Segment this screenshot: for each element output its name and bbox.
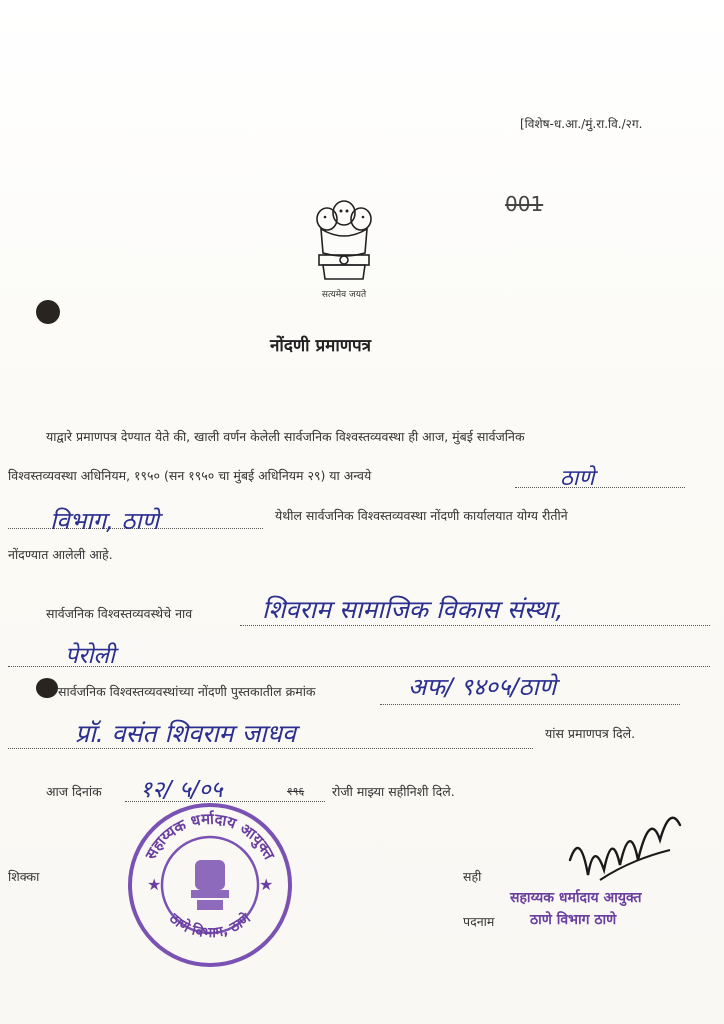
certificate-number-value: 001 xyxy=(505,192,544,216)
seal-bottom-text: ठाणे विभाग, ठाणे xyxy=(166,910,254,942)
punch-hole-middle xyxy=(36,678,58,698)
seal-top-text: सहाय्यक धर्मादाय आयुक्त xyxy=(141,809,279,863)
designation-stamp-office: ठाणे विभाग ठाणे xyxy=(530,912,617,928)
round-office-seal xyxy=(125,800,295,970)
seal-ring-icon xyxy=(125,800,295,970)
paragraph-line-4: नोंदण्यात आलेली आहे. xyxy=(8,547,113,562)
seal-label: शिक्का xyxy=(8,869,40,884)
paragraph-line-3: येथील सार्वजनिक विश्वस्तव्यवस्था नोंदणी कार्यालयात योग्य रीतीने xyxy=(275,508,568,523)
certificate-number xyxy=(505,192,543,216)
svg-text:★: ★ xyxy=(147,875,162,894)
lion-capital-icon xyxy=(305,193,383,285)
date-handwritten: १२/ ५/०५ xyxy=(140,777,223,803)
svg-text:★: ★ xyxy=(259,875,274,894)
signature xyxy=(560,800,690,900)
region-underline xyxy=(515,487,685,488)
division-handwritten: विभाग, ठाणे xyxy=(50,507,159,535)
region-handwritten: ठाणे xyxy=(560,466,595,491)
date-suffix: रोजी माझ्या सहीनिशी दिले. xyxy=(332,784,455,799)
registration-underline xyxy=(380,704,680,705)
designation-stamp-title: सहाय्यक धर्मादाय आयुक्त xyxy=(510,890,642,906)
page-title: नोंदणी प्रमाणपत्र xyxy=(270,336,372,356)
date-label: आज दिनांक xyxy=(46,784,102,799)
paragraph-line-1: याद्वारे प्रमाणपत्र देण्यात येते की, खाली वर्णन केलेली सार्वजनिक विश्वस्तव्यवस्था ही आज, मुंबई सार्वजनिक xyxy=(46,429,525,444)
trust-name-handwritten-2: पेरोली xyxy=(65,643,115,669)
paragraph-line-2: विश्वस्तव्यवस्था अधिनियम, १९५० (सन १९५० चा मुंबई अधिनियम २९) या अन्वये xyxy=(8,468,372,483)
emblem-motto: सत्यमेव जयते xyxy=(321,290,367,300)
punch-hole-top xyxy=(36,300,60,324)
signature-scribble-icon xyxy=(560,800,690,900)
trust-name-handwritten-1: शिवराम सामाजिक विकास संस्था, xyxy=(262,595,564,624)
national-emblem xyxy=(305,193,383,300)
signature-label: सही xyxy=(463,869,482,884)
date-struck-year: १९६ xyxy=(287,785,305,798)
recipient-suffix: यांस प्रमाणपत्र दिले. xyxy=(545,726,636,741)
recipient-handwritten: प्रॉ. वसंत शिवराम जाधव xyxy=(75,719,296,748)
designation-label: पदनाम xyxy=(463,914,495,929)
registration-handwritten: अफ/ ९४०५/ठाणे xyxy=(408,673,557,701)
form-reference: [विशेष-ध.आ./मुं.रा.वि./२ग. xyxy=(520,117,643,131)
registration-label: सार्वजनिक विश्वस्तव्यवस्थांच्या नोंदणी पुस्तकातील क्रमांक xyxy=(58,684,316,699)
trust-name-label: सार्वजनिक विश्वस्तव्यवस्थेचे नाव xyxy=(46,606,193,621)
